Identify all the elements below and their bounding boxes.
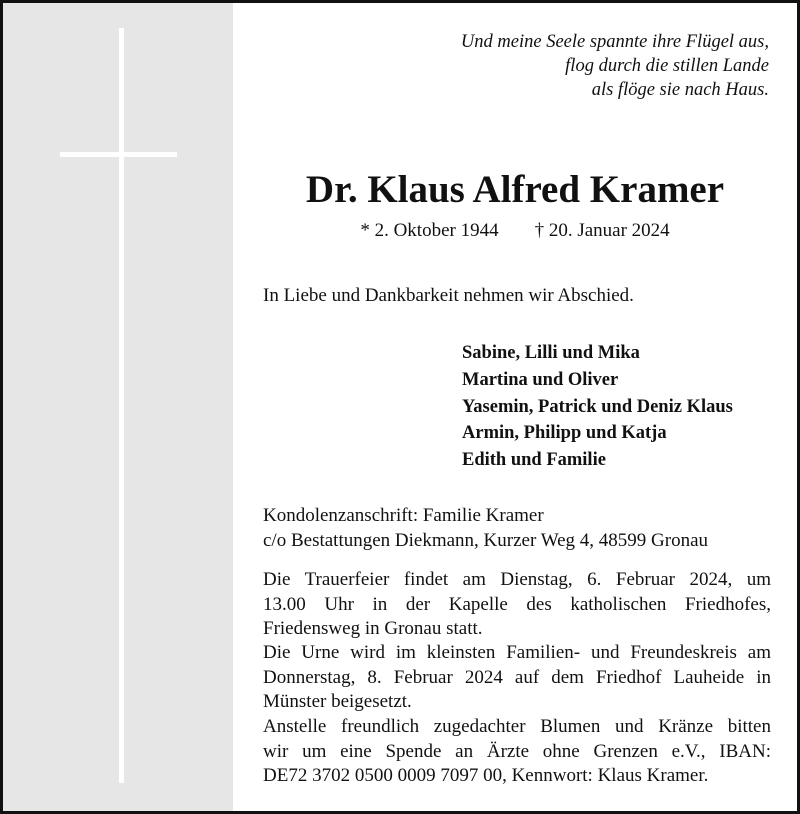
mourner-line: Armin, Philipp und Katja [462,423,667,444]
paragraph-line: Friedensweg in Gronau statt. [263,618,483,639]
mourner-line: Sabine, Lilli und Mika [462,343,640,363]
mourner-line: Martina und Oliver [462,369,619,390]
paragraph-line: Münster beigesetzt. [263,691,412,712]
side-panel [3,3,233,811]
paragraph-line: DE72 3702 0500 0009 7097 00, Kennwort: Klaus Kramer. [263,765,709,786]
mourners-list [462,340,733,474]
deceased-name: Dr. Klaus Alfred Kramer [305,168,725,211]
cross-icon [119,28,124,783]
paragraph-line: 13.00 Uhr in der Kapelle des katholischen Friedhofes, [263,593,771,615]
death-date: † 20. Januar 2024 [534,220,670,241]
condolence-address [263,503,708,553]
mourner-line: Edith und Familie [462,450,606,471]
ceremony-paragraph [263,568,771,642]
motto-line: Und meine Seele spannte ihre Flügel aus, [460,32,769,52]
condolence-line: c/o Bestattungen Diekmann, Kurzer Weg 4, 48599 Gronau [263,530,709,551]
condolence-line: Kondolenzanschrift: Familie Kramer [263,505,544,526]
motto-line: als flöge sie nach Haus. [591,80,769,100]
motto-line: flog durch die stillen Lande [565,56,769,76]
cross-icon-bar [60,152,177,157]
donation-paragraph [263,715,771,789]
paragraph-line: Donnerstag, 8. Februar 2024 auf dem Friedhof Lauheide in [263,666,771,688]
paragraph-line: wir um eine Spende an Ärzte ohne Grenzen e.V., IBAN: [263,740,771,762]
urn-paragraph [263,641,771,715]
birth-date: * 2. Oktober 1944 [360,220,499,241]
motto-verse [349,30,769,102]
mourner-line: Yasemin, Patrick und Deniz Klaus [462,396,733,417]
paragraph-line: Die Trauerfeier findet am Dienstag, 6. Februar 2024, um [263,569,771,590]
paragraph-line: Die Urne wird im kleinsten Familien- und Freundeskreis am [263,642,771,663]
life-dates [233,218,797,244]
paragraph-line: Anstelle freundlich zugedachter Blumen und Kränze bitten [263,716,771,737]
farewell-text: In Liebe und Dankbarkeit nehmen wir Abschied. [263,285,634,306]
